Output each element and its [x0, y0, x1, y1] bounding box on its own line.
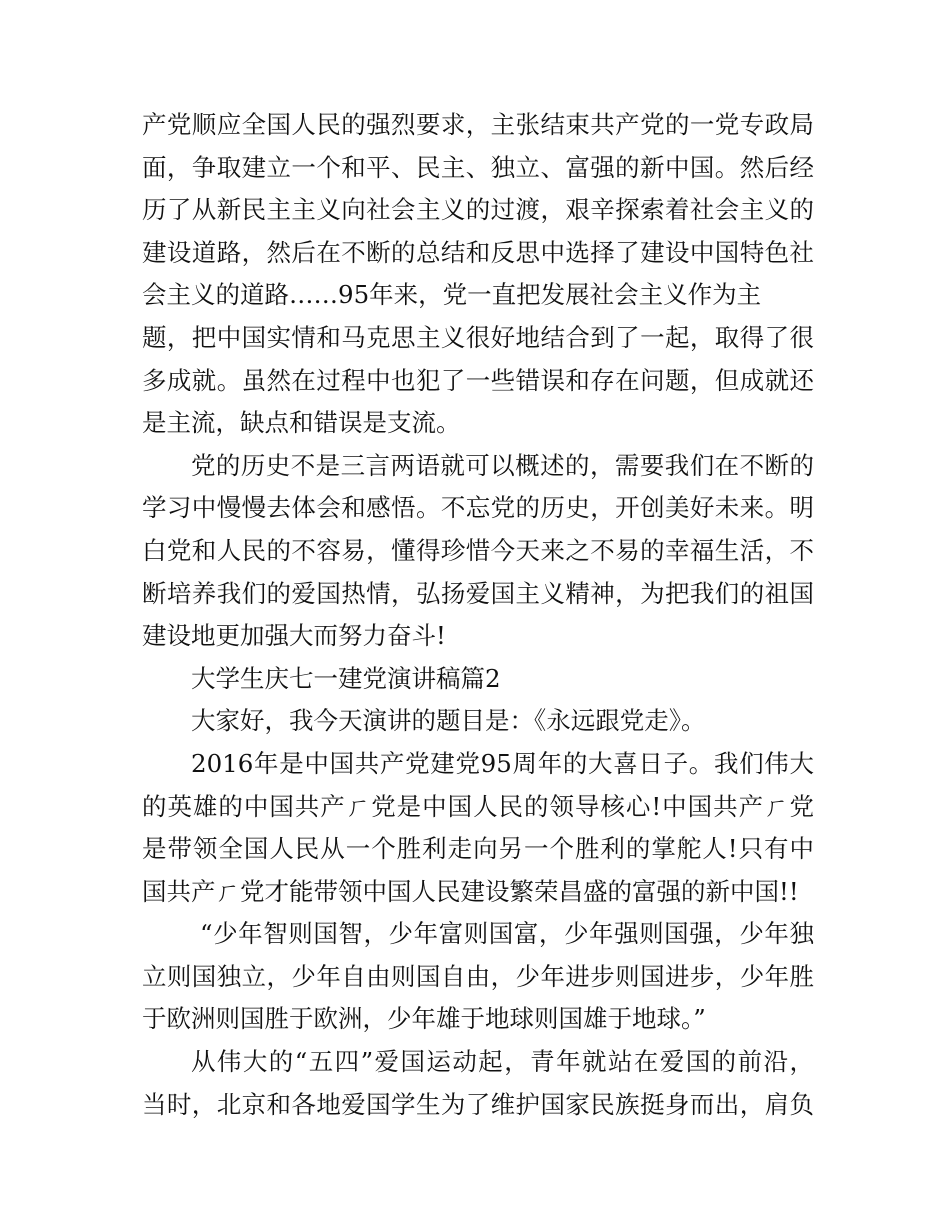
text-line: 大家好，我今天演讲的题目是：《永远跟党走》。 [191, 706, 706, 736]
text-line: 多成就。虽然在过程中也犯了一些错误和存在问题，但成就还 [142, 365, 814, 395]
section-heading: 大学生庆七一建党演讲稿篇2 [191, 663, 501, 693]
text-line: “少年智则国智，少年富则国富，少年强则国强，少年独 [200, 919, 814, 949]
text-line: 建设地更加强大而努力奋斗! [142, 621, 446, 651]
text-line: 立则国独立，少年自由则国自由，少年进步则国进步，少年胜 [142, 961, 814, 991]
text-line: 建设道路，然后在不断的总结和反思中选择了建设中国特色社 [142, 237, 814, 267]
text-line: 学习中慢慢去体会和感悟。不忘党的历史，开创美好未来。明 [142, 493, 814, 523]
text-line: 是带领全国人民从一个胜利走向另一个胜利的掌舵人!只有中 [142, 834, 814, 864]
text-line: 的英雄的中国共产ㄏ党是中国人民的领导核心!中国共产ㄏ党 [142, 791, 814, 821]
text-line: 面，争取建立一个和平、民主、独立、富强的新中国。然后经 [142, 152, 814, 182]
document-body [142, 104, 814, 1126]
text-line: 题，把中国实情和马克思主义很好地结合到了一起，取得了很 [142, 322, 814, 352]
text-line: 是主流，缺点和错误是支流。 [142, 408, 461, 438]
text-line: 断培养我们的爱国热情，弘扬爱国主义精神，为把我们的祖国 [142, 578, 814, 608]
text-line: 历了从新民主主义向社会主义的过渡，艰辛探索着社会主义的 [142, 195, 814, 225]
text-line: 2016年是中国共产党建党95周年的大喜日子。我们伟大 [191, 748, 814, 778]
text-line: 于欧洲则国胜于欧洲，少年雄于地球则国雄于地球。” [142, 1004, 706, 1034]
text-line: 党的历史不是三言两语就可以概述的，需要我们在不断的 [191, 450, 814, 480]
text-line: 国共产ㄏ党才能带领中国人民建设繁荣昌盛的富强的新中国!! [142, 876, 799, 906]
text-line: 白党和人民的不容易，懂得珍惜今天来之不易的幸福生活，不 [142, 535, 814, 565]
text-line: 产党顺应全国人民的强烈要求，主张结束共产党的一党专政局 [142, 110, 814, 139]
text-line: 从伟大的“五四”爱国运动起，青年就站在爱国的前沿， [191, 1047, 814, 1077]
text-line: 会主义的道路……95年来，党一直把发展社会主义作为主 [142, 280, 762, 310]
text-line: 当时，北京和各地爱国学生为了维护国家民族挺身而出，肩负 [142, 1089, 814, 1119]
